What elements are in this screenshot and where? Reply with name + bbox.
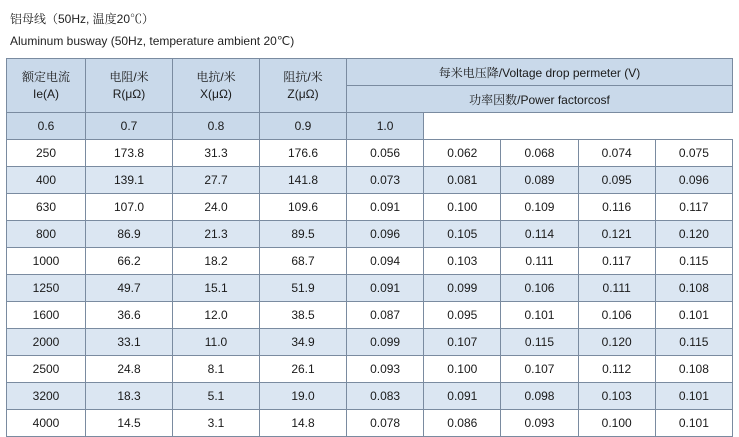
- cell-x: 5.1: [173, 383, 260, 410]
- cell-pf-2: 0.101: [501, 302, 578, 329]
- cell-ie: 1000: [7, 248, 86, 275]
- cell-pf-1: 0.099: [424, 275, 501, 302]
- table-row: [7, 140, 733, 167]
- cell-pf-2: 0.093: [501, 410, 578, 437]
- cell-pf-1: 0.103: [424, 248, 501, 275]
- cell-z: 51.9: [260, 275, 347, 302]
- cell-pf-1: 0.081: [424, 167, 501, 194]
- cell-z: 89.5: [260, 221, 347, 248]
- header-reactance: [173, 59, 260, 113]
- table-row: [7, 356, 733, 383]
- header-impedance-en: Z(μΩ): [287, 86, 319, 101]
- cell-pf-1: 0.086: [424, 410, 501, 437]
- cell-ie: 400: [7, 167, 86, 194]
- cell-pf-3: 0.074: [578, 140, 655, 167]
- cell-pf-1: 0.095: [424, 302, 501, 329]
- cell-x: 21.3: [173, 221, 260, 248]
- cell-pf-3: 0.112: [578, 356, 655, 383]
- cell-pf-4: 0.108: [655, 275, 732, 302]
- cell-ie: 1600: [7, 302, 86, 329]
- cell-ie: 630: [7, 194, 86, 221]
- cell-pf-1: 0.107: [424, 329, 501, 356]
- header-rated-current: [7, 59, 86, 113]
- cell-pf-4: 0.101: [655, 302, 732, 329]
- cell-pf-2: 0.089: [501, 167, 578, 194]
- table-row: [7, 194, 733, 221]
- header-rated-current-cn: 额定电流: [21, 69, 70, 84]
- cell-z: 38.5: [260, 302, 347, 329]
- cell-pf-3: 0.095: [578, 167, 655, 194]
- cell-pf-4: 0.108: [655, 356, 732, 383]
- cell-z: 176.6: [260, 140, 347, 167]
- cell-pf-2: 0.098: [501, 383, 578, 410]
- cell-x: 12.0: [173, 302, 260, 329]
- cell-z: 34.9: [260, 329, 347, 356]
- header-row-3: [7, 113, 733, 140]
- cell-r: 49.7: [86, 275, 173, 302]
- cell-pf-2: 0.107: [501, 356, 578, 383]
- caption-english: Aluminum busway (50Hz, temperature ambient 20℃): [10, 34, 295, 48]
- cell-pf-4: 0.115: [655, 329, 732, 356]
- cell-pf-1: 0.100: [424, 194, 501, 221]
- cell-r: 139.1: [86, 167, 173, 194]
- cell-pf-1: 0.100: [424, 356, 501, 383]
- cell-r: 173.8: [86, 140, 173, 167]
- cell-pf-1: 0.062: [424, 140, 501, 167]
- cell-pf-0: 0.093: [347, 356, 424, 383]
- cell-pf-0: 0.096: [347, 221, 424, 248]
- cell-ie: 3200: [7, 383, 86, 410]
- header-rated-current-en: Ie(A): [32, 86, 59, 101]
- header-voltage-drop: 每米电压降/Voltage drop permeter (V): [347, 59, 733, 86]
- cell-ie: 250: [7, 140, 86, 167]
- cell-ie: 800: [7, 221, 86, 248]
- cell-pf-3: 0.121: [578, 221, 655, 248]
- cell-pf-0: 0.056: [347, 140, 424, 167]
- cell-pf-0: 0.078: [347, 410, 424, 437]
- table-row: [7, 221, 733, 248]
- cell-z: 68.7: [260, 248, 347, 275]
- cell-pf-4: 0.096: [655, 167, 732, 194]
- cell-pf-2: 0.109: [501, 194, 578, 221]
- cell-z: 109.6: [260, 194, 347, 221]
- cell-ie: 4000: [7, 410, 86, 437]
- cell-pf-4: 0.101: [655, 383, 732, 410]
- cell-pf-3: 0.106: [578, 302, 655, 329]
- cell-pf-0: 0.073: [347, 167, 424, 194]
- cell-ie: 2500: [7, 356, 86, 383]
- cell-pf-4: 0.075: [655, 140, 732, 167]
- cell-pf-4: 0.101: [655, 410, 732, 437]
- header-pf-4: 1.0: [347, 113, 424, 140]
- aluminum-busway-table: [6, 58, 733, 437]
- cell-pf-0: 0.094: [347, 248, 424, 275]
- header-row-1: [7, 59, 733, 86]
- table-row: [7, 410, 733, 437]
- header-impedance: [260, 59, 347, 113]
- cell-pf-0: 0.087: [347, 302, 424, 329]
- cell-pf-3: 0.103: [578, 383, 655, 410]
- cell-pf-2: 0.106: [501, 275, 578, 302]
- cell-pf-2: 0.068: [501, 140, 578, 167]
- cell-r: 33.1: [86, 329, 173, 356]
- cell-pf-4: 0.115: [655, 248, 732, 275]
- cell-x: 3.1: [173, 410, 260, 437]
- cell-r: 107.0: [86, 194, 173, 221]
- cell-pf-3: 0.111: [578, 275, 655, 302]
- cell-pf-3: 0.117: [578, 248, 655, 275]
- header-power-factor: 功率因数/Power factorcosf: [347, 86, 733, 113]
- cell-r: 24.8: [86, 356, 173, 383]
- cell-pf-2: 0.111: [501, 248, 578, 275]
- table-body: [7, 140, 733, 437]
- cell-pf-0: 0.099: [347, 329, 424, 356]
- cell-pf-1: 0.091: [424, 383, 501, 410]
- cell-ie: 2000: [7, 329, 86, 356]
- table-row: [7, 329, 733, 356]
- table-row: [7, 248, 733, 275]
- cell-z: 26.1: [260, 356, 347, 383]
- cell-pf-1: 0.105: [424, 221, 501, 248]
- caption-chinese: 铝母线（50Hz, 温度20℃）: [10, 12, 155, 26]
- table-row: [7, 167, 733, 194]
- cell-z: 14.8: [260, 410, 347, 437]
- cell-pf-2: 0.114: [501, 221, 578, 248]
- header-pf-3: 0.9: [260, 113, 347, 140]
- cell-x: 11.0: [173, 329, 260, 356]
- cell-z: 141.8: [260, 167, 347, 194]
- cell-pf-4: 0.120: [655, 221, 732, 248]
- cell-ie: 1250: [7, 275, 86, 302]
- cell-x: 15.1: [173, 275, 260, 302]
- table-head: [7, 59, 733, 140]
- cell-pf-3: 0.120: [578, 329, 655, 356]
- cell-x: 27.7: [173, 167, 260, 194]
- header-resistance-en: R(μΩ): [112, 86, 146, 101]
- cell-r: 18.3: [86, 383, 173, 410]
- cell-x: 8.1: [173, 356, 260, 383]
- header-impedance-cn: 阻抗/米: [283, 69, 323, 84]
- cell-x: 24.0: [173, 194, 260, 221]
- table-row: [7, 302, 733, 329]
- header-pf-0: 0.6: [7, 113, 86, 140]
- cell-z: 19.0: [260, 383, 347, 410]
- table-row: [7, 275, 733, 302]
- cell-r: 36.6: [86, 302, 173, 329]
- cell-pf-3: 0.100: [578, 410, 655, 437]
- cell-r: 86.9: [86, 221, 173, 248]
- header-pf-1: 0.7: [86, 113, 173, 140]
- cell-pf-0: 0.083: [347, 383, 424, 410]
- cell-pf-0: 0.091: [347, 194, 424, 221]
- cell-x: 18.2: [173, 248, 260, 275]
- header-reactance-cn: 电抗/米: [196, 69, 236, 84]
- cell-pf-4: 0.117: [655, 194, 732, 221]
- cell-r: 14.5: [86, 410, 173, 437]
- cell-pf-3: 0.116: [578, 194, 655, 221]
- header-resistance: [86, 59, 173, 113]
- header-resistance-cn: 电阻/米: [109, 69, 149, 84]
- header-reactance-en: X(μΩ): [200, 86, 232, 101]
- cell-r: 66.2: [86, 248, 173, 275]
- cell-x: 31.3: [173, 140, 260, 167]
- cell-pf-2: 0.115: [501, 329, 578, 356]
- table-row: [7, 383, 733, 410]
- cell-pf-0: 0.091: [347, 275, 424, 302]
- header-pf-2: 0.8: [173, 113, 260, 140]
